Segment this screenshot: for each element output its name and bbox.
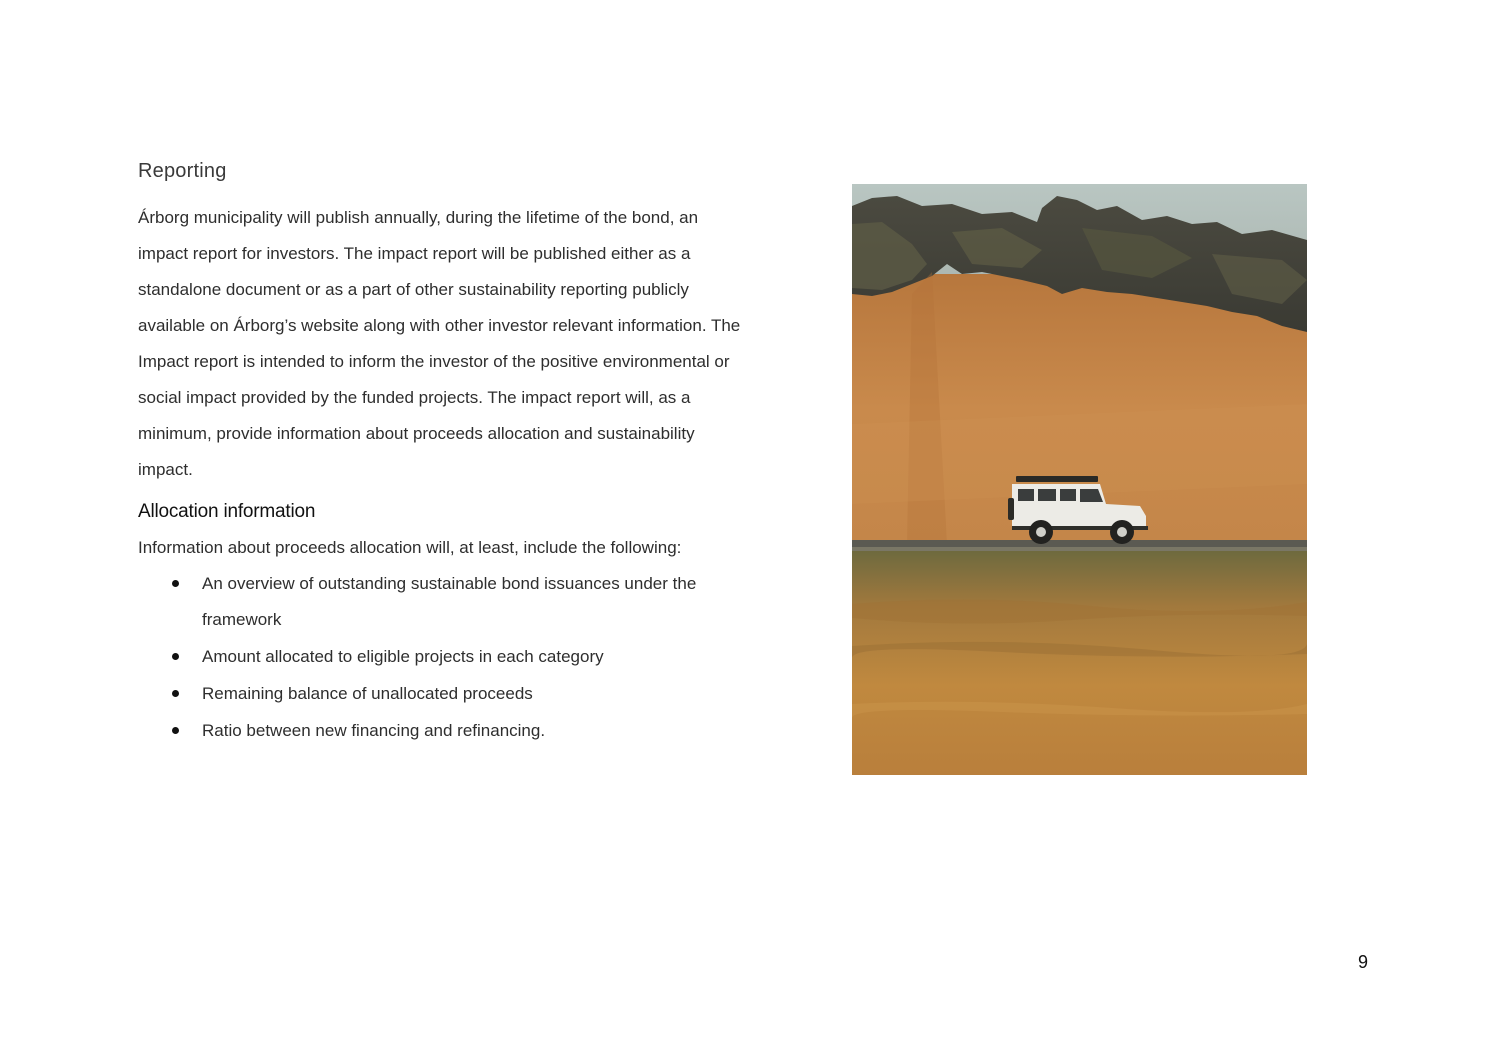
text-column <box>138 156 748 750</box>
bullet-icon <box>172 580 179 587</box>
list-item <box>202 639 748 675</box>
list-item-text: Ratio between new financing and refinancing. <box>202 721 546 740</box>
list-item <box>202 713 748 749</box>
sub-heading-allocation: Allocation information <box>138 501 316 522</box>
page-number: 9 <box>1358 952 1369 972</box>
bullet-icon <box>172 690 179 697</box>
reporting-paragraph: Árborg municipality will publish annually, during the lifetime of the bond, an impact report for investors. The impact report will be published either as a standalone document or as a part of other sustainability reporting publicly available on Árborg’s website along with other investor relevant information. The Impact report is intended to inform the investor of the positive environmental or social impact provided by the funded projects. The impact report will, as a minimum, provide information about proceeds allocation and sustainability impact. <box>138 208 741 479</box>
allocation-intro: Information about proceeds allocation will, at least, include the following: <box>138 538 682 557</box>
landscape-photo <box>852 184 1307 775</box>
list-item-text: Amount allocated to eligible projects in each category <box>202 647 604 666</box>
landscape-photo-icon <box>852 184 1307 775</box>
list-item-text: An overview of outstanding sustainable bond issuances under the framework <box>202 574 697 629</box>
list-item-text: Remaining balance of unallocated proceeds <box>202 684 533 703</box>
section-title-reporting: Reporting <box>138 160 227 182</box>
bullet-icon <box>172 727 179 734</box>
bullet-icon <box>172 653 179 660</box>
allocation-list <box>138 566 748 749</box>
list-item <box>202 676 748 712</box>
list-item <box>202 566 748 638</box>
